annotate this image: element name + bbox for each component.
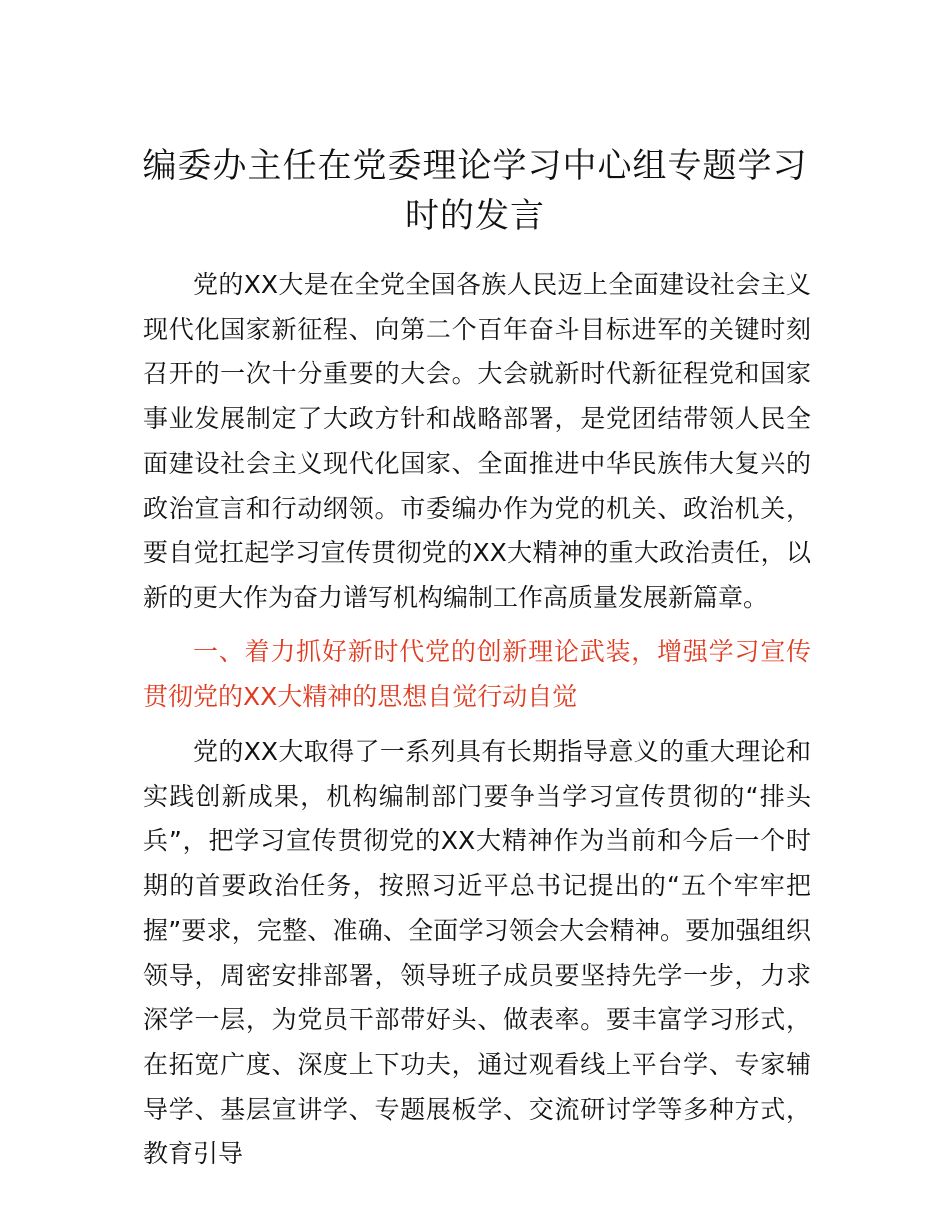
body-paragraph-section-1: 党的XX大取得了一系列具有长期指导意义的重大理论和实践创新成果，机构编制部门要争当学习宣传贯彻的“排头兵”，把学习宣传贯彻党的XX大精神作为当前和今后一个时期的首要政治任务，按照习近平总书记提出的“五个牢牢把握”要求，完整、准确、全面学习领会大会精神。要加强组织领导，周密安排部署，领导班子成员要坚持先学一步，力求深学一层，为党员干部带好头、做表率。要丰富学习形式，在拓宽广度、深度上下功夫，通过观看线上平台学、专家辅导学、基层宣讲学、专题展板学、交流研讨学等多种方式，教育引导 — [143, 737, 811, 1169]
body-paragraph-intro: 党的XX大是在全党全国各族人民迈上全面建设社会主义现代化国家新征程、向第二个百年奋斗目标进军的关键时刻召开的一次十分重要的大会。大会就新时代新征程党和国家事业发展制定了大政方针和战略部署，是党团结带领人民全面建设社会主义现代化国家、全面推进中华民族伟大复兴的政治宣言和行动纲领。市委编办作为党的机关、政治机关，要自觉扛起学习宣传贯彻党的XX大精神的重大政治责任，以新的更大作为奋力谱写机构编制工作高质量发展新篇章。 — [143, 270, 811, 612]
section-heading-1: 一、着力抓好新时代党的创新理论武装，增强学习宣传贯彻党的XX大精神的思想自觉行动自觉 — [143, 637, 811, 711]
document-title: 编委办主任在党委理论学习中心组专题学习时的发言 — [142, 146, 808, 236]
